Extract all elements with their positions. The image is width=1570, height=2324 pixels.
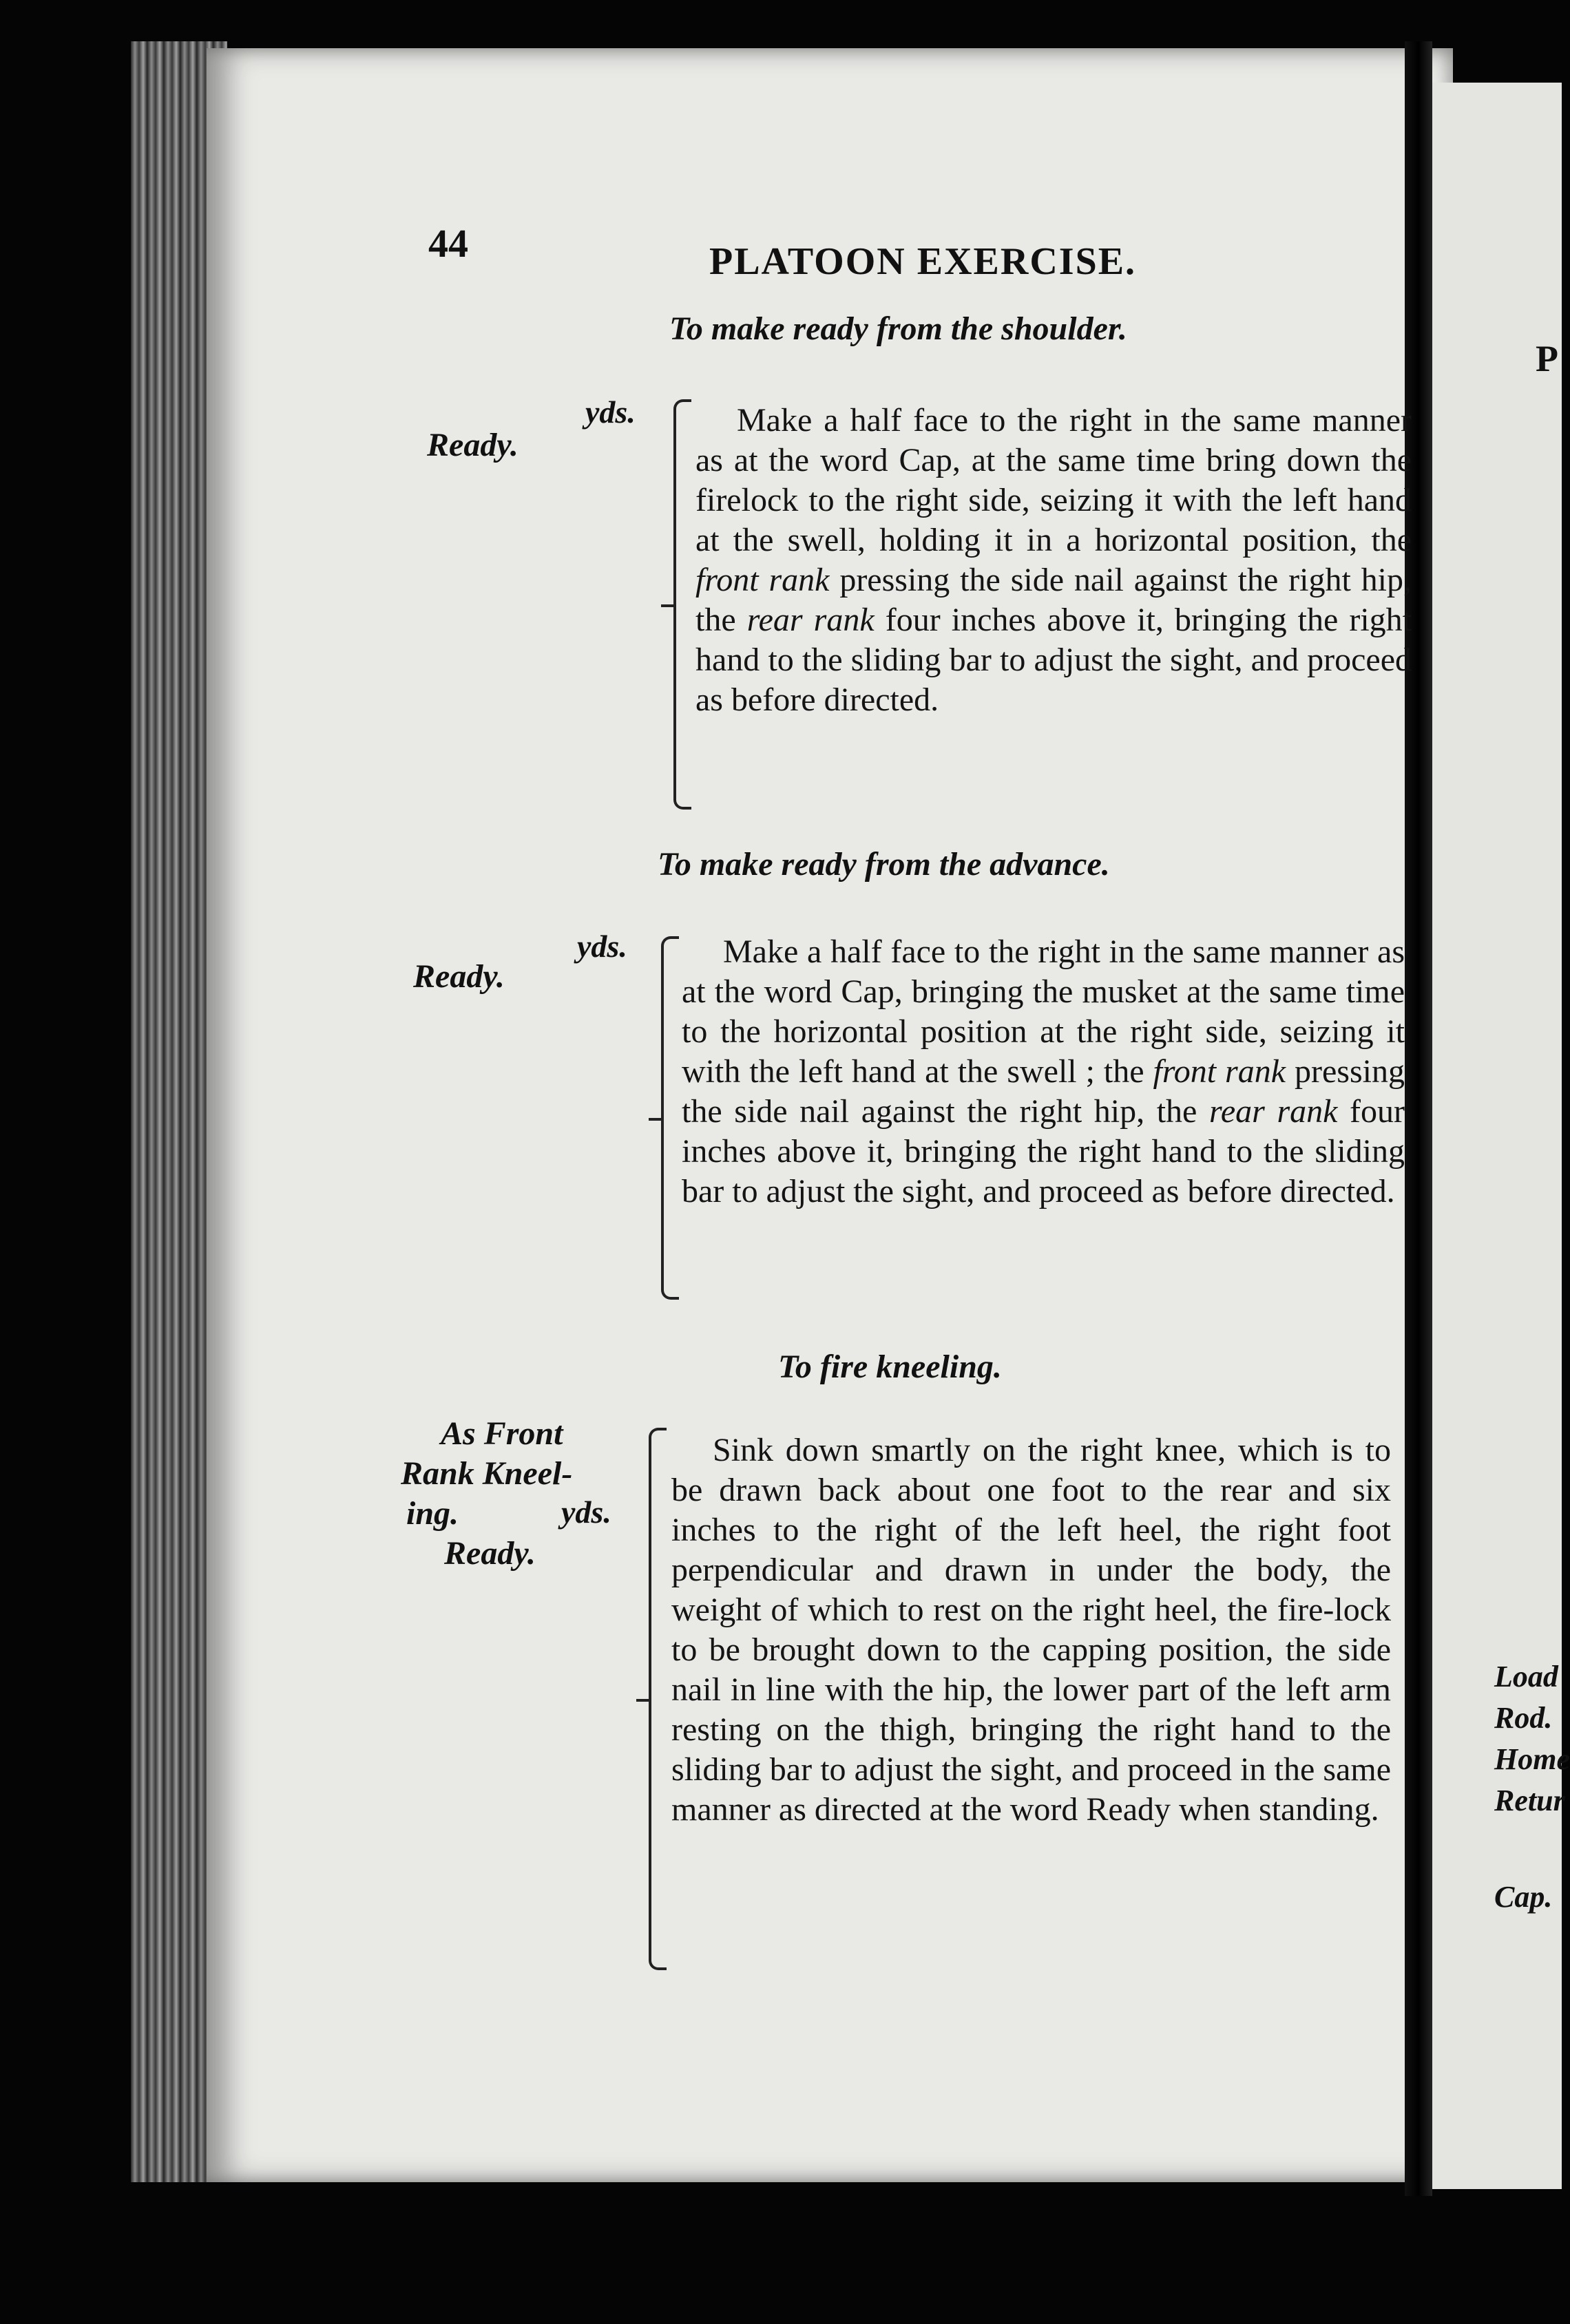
instruction-paragraph: [682, 932, 1405, 1212]
command-label-line: Ready.: [444, 1535, 536, 1572]
next-page-margin-line: Rod.: [1494, 1701, 1553, 1735]
book-gutter: [1405, 41, 1432, 2196]
next-page-margin-line: Retur: [1494, 1784, 1565, 1817]
emphasis-front-rank: front rank: [695, 562, 830, 598]
page-number: 44: [428, 221, 468, 266]
section-heading: To fire kneeling.: [778, 1349, 1002, 1385]
command-label: Ready.: [427, 427, 519, 463]
brace: [673, 399, 691, 810]
instruction-paragraph: [695, 401, 1412, 720]
emphasis-front-rank: front rank: [1153, 1053, 1286, 1090]
emphasis-rear-rank: rear rank: [1208, 1093, 1338, 1130]
instruction-text: Make a half face to the right in the same manner as at the word Cap, at the same time bring down the firelock to the right side, seizing it with the left hand at the swell, holding it in a horizontal position, the: [695, 402, 1412, 558]
instruction-text: pressing the side nail against the right hip, the: [682, 1053, 1405, 1130]
brace: [649, 1428, 667, 1970]
command-label-line: ing.: [406, 1495, 459, 1532]
section-heading: To make ready from the shoulder.: [669, 310, 1127, 347]
command-label-line: As Front: [441, 1415, 563, 1452]
next-page-margin-line: Home: [1494, 1742, 1570, 1776]
instruction-text: four inches above it, bringing the right hand to the sliding bar to adjust the sight, and proceed as before directed.: [682, 1093, 1405, 1209]
instruction-text: pressing the side nail against the right hip, the: [695, 562, 1412, 638]
instruction-text: Make a half face to the right in the same manner as at the word Cap, bringing the musket at the same time to the horizontal position at the right side, seizing it with the left hand at the swell ; the: [682, 933, 1405, 1090]
yds-label: yds.: [577, 929, 627, 964]
command-label-line: Rank Kneel-: [401, 1455, 573, 1492]
section-heading: To make ready from the advance.: [658, 846, 1110, 883]
instruction-text: four inches above it, bringing the right hand to the sliding bar to adjust the sight, and proceed as before directed.: [695, 602, 1412, 718]
yds-label: yds.: [561, 1494, 611, 1530]
brace: [661, 936, 679, 1300]
next-page-fragment: [1432, 83, 1570, 2189]
running-head: PLATOON EXERCISE.: [709, 240, 1137, 283]
instruction-paragraph: Sink down smartly on the right knee, which is to be drawn back about one foot to the rear and six inches to the right of the left heel, the right foot perpendicular and drawn in under the body, the weight of which to rest on the right heel, the fire-lock to be brought down to the capping position, the side nail in line with the hip, the lower part of the left arm resting on the thigh, bringing the right hand to the sliding bar to adjust the sight, and proceed in the same manner as directed at the word Ready when standing.: [671, 1432, 1391, 1828]
command-label: Ready.: [413, 958, 505, 995]
next-page-letter: P: [1536, 338, 1558, 379]
next-page-margin-line: Cap.: [1494, 1880, 1553, 1914]
yds-label: yds.: [585, 394, 636, 430]
next-page-margin-line: Load: [1494, 1660, 1558, 1693]
emphasis-rear-rank: rear rank: [746, 602, 875, 638]
